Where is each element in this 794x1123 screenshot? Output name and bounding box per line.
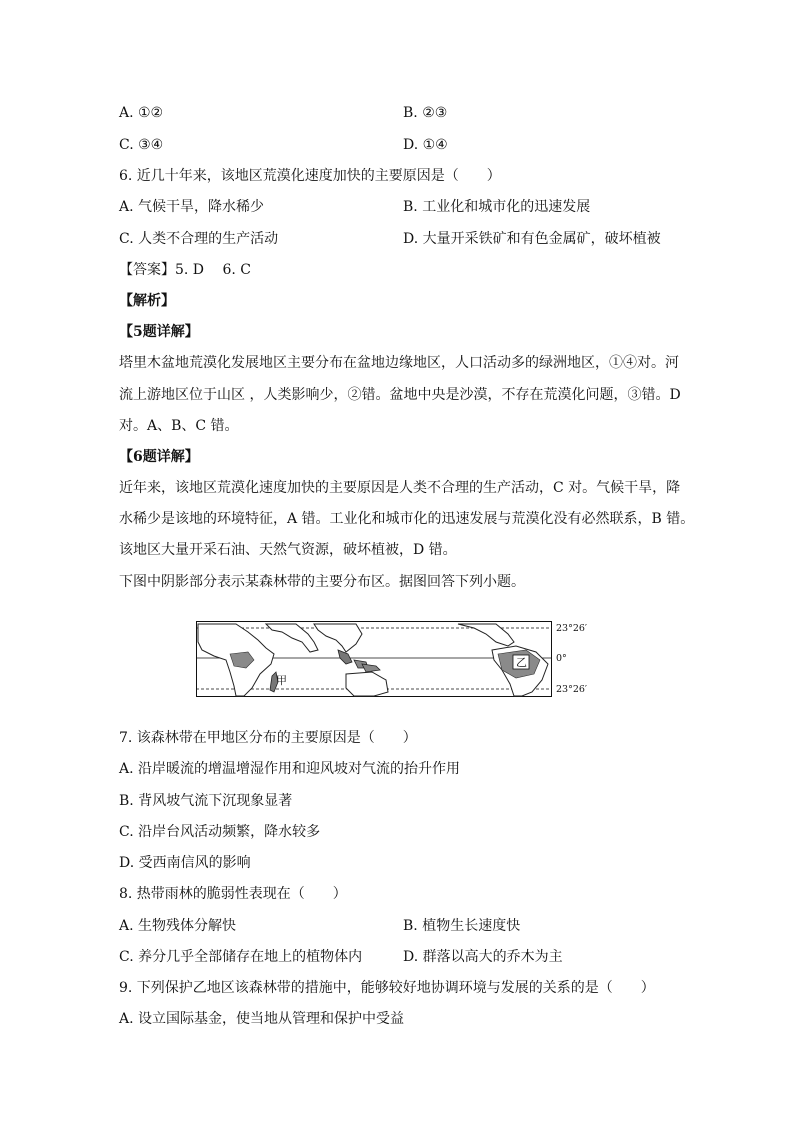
q6-detail-line: 近年来，该地区荒漠化速度加快的主要原因是人类不合理的生产活动，C 对。气候干旱，降: [119, 480, 681, 496]
lat-label-equator: 0°: [556, 653, 567, 664]
q5-detail-heading: 【5题详解】: [119, 324, 199, 340]
q6-detail-heading: 【6题详解】: [119, 449, 199, 465]
q8-option-c: C. 养分几乎全部储存在地上的植物体内: [119, 949, 363, 965]
q8-option-a: A. 生物残体分解快: [119, 918, 237, 934]
q5-option-a: A. ①②: [119, 105, 164, 121]
q5-detail-line: 对。A、B、C 错。: [119, 418, 239, 434]
lat-label-top: 23°26′: [556, 623, 588, 634]
q6-option-a: A. 气候干旱，降水稀少: [119, 199, 265, 215]
q5-detail-line: 流上游地区位于山区 ，人类影响少，②错。盆地中央是沙漠，不存在荒漠化问题，③错。D: [119, 387, 681, 403]
answer-line: 【答案】5. D 6. C: [119, 262, 252, 278]
q8-option-b: B. 植物生长速度快: [403, 918, 521, 934]
q8-option-d: D. 群落以高大的乔木为主: [403, 949, 563, 965]
q9-option-a: A. 设立国际基金，使当地从管理和保护中受益: [119, 1011, 405, 1027]
q6-option-c: C. 人类不合理的生产活动: [119, 231, 279, 247]
q6-detail-line: 该地区大量开采石油、天然气资源，破坏植被，D 错。: [119, 542, 457, 558]
q7-option-b: B. 背风坡气流下沉现象显著: [119, 793, 293, 809]
q5-detail-line: 塔里木盆地荒漠化发展地区主要分布在盆地边缘地区，人口活动多的绿洲地区，①④对。河: [119, 355, 679, 371]
q5-option-d: D. ①④: [403, 137, 448, 153]
q7-option-d: D. 受西南信风的影响: [119, 855, 251, 871]
q5-option-c: C. ③④: [119, 137, 164, 153]
q6-stem: 6. 近几十年来，该地区荒漠化速度加快的主要原因是（ ）: [119, 168, 501, 184]
q8-stem: 8. 热带雨林的脆弱性表现在（ ）: [119, 886, 347, 902]
q5-option-b: B. ②③: [403, 105, 448, 121]
q9-stem: 9. 下列保护乙地区该森林带的措施中，能够较好地协调环境与发展的关系的是（ ）: [119, 980, 655, 996]
q6-option-d: D. 大量开采铁矿和有色金属矿，破坏植被: [403, 231, 661, 247]
q7-stem: 7. 该森林带在甲地区分布的主要原因是（ ）: [119, 730, 417, 746]
map-intro: 下图中阴影部分表示某森林带的主要分布区。据图回答下列小题。: [119, 574, 525, 590]
world-map-figure: [196, 620, 596, 698]
label-jia: 甲: [276, 674, 287, 687]
lat-label-bottom: 23°26′: [556, 684, 588, 695]
analysis-heading: 【解析】: [119, 293, 175, 309]
q6-option-b: B. 工业化和城市化的迅速发展: [403, 199, 591, 215]
label-yi: 乙: [516, 656, 527, 669]
q7-option-c: C. 沿岸台风活动频繁，降水较多: [119, 824, 321, 840]
q7-option-a: A. 沿岸暖流的增温增湿作用和迎风坡对气流的抬升作用: [119, 761, 461, 777]
q6-detail-line: 水稀少是该地的环境特征，A 错。工业化和城市化的迅速发展与荒漠化没有必然联系，B 错。: [119, 511, 695, 527]
